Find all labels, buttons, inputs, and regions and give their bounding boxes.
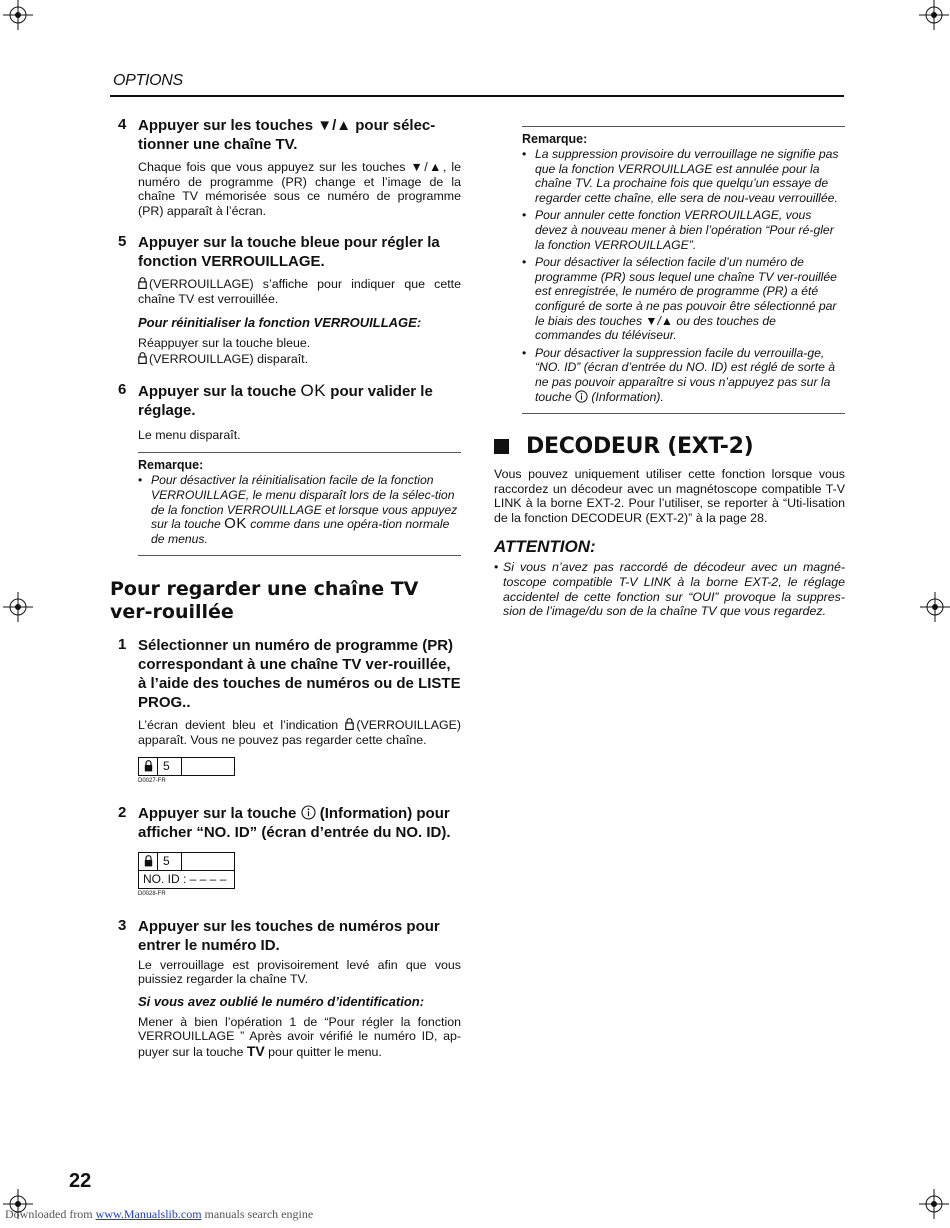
download-footer [5, 1207, 313, 1222]
note-item-text: La suppression provisoire du verrouillage ne signifie pas que la fonction VERROUILLAGE est annulée pour la chaîne TV. La prochaine fois que quelqu’un essaye de regarder cette chaîne, elle sera de nou-veau verrouillée. [535, 147, 839, 205]
step-title-text: pour valider le réglage. [138, 382, 433, 419]
step-4 [110, 116, 461, 218]
page-number: 22 [69, 1170, 92, 1192]
forgot-body-text: Mener à bien l’opération 1 de “Pour régler la fonction VERROUILLAGE ” Après avoir vérifié le numéro ID, ap-puyer sur la touche [138, 1014, 461, 1059]
step-number: 1 [118, 636, 127, 654]
forgot-title: Si vous avez oublié le numéro d’identification: [138, 993, 425, 1009]
manualslib-link[interactable]: www.Manualslib.com [95, 1207, 202, 1221]
osd-display [138, 757, 235, 776]
footer-suffix: manuals search engine [201, 1207, 314, 1221]
section-title: Pour regarder une chaîne TV ver-rouillée [110, 578, 419, 624]
step-number: 5 [118, 233, 127, 251]
step-body-text: (VERROUILLAGE) s’affiche pour indiquer que cette chaîne TV est verrouillée. [138, 277, 461, 306]
reset-line-text: (VERROUILLAGE) disparaît. [149, 352, 309, 367]
registration-mark-icon [920, 592, 950, 622]
attention-item-text: Si vous n’avez pas raccordé de décodeur avec un magné-toscope compatible T-V LINK à la borne EXT-2, le réglage accidentel de cette fonction sur “OUI” provoque la suppres-sion de l’image/du son de la chaîne TV que vous regardez. [503, 560, 845, 619]
step-title-text: Appuyer sur la touche [138, 804, 301, 822]
step-6 [110, 381, 461, 443]
note-item [522, 255, 845, 343]
registration-mark-icon [3, 592, 33, 622]
step-title-text: Appuyer sur la touche [138, 382, 301, 400]
osd-channel-number: 5 [158, 853, 182, 870]
step-title [138, 381, 461, 420]
osd-row [139, 853, 234, 871]
section-header: OPTIONS [113, 72, 183, 89]
step-5 [110, 233, 461, 366]
osd-id-row: NO. ID : – – – – [143, 872, 227, 886]
step-1 [110, 636, 461, 783]
bullet-icon: • [494, 560, 499, 575]
step-number: 2 [118, 803, 127, 821]
figure-code: D0027-FR [138, 777, 166, 784]
note-item-text: Pour désactiver la réinitialisation facile de la fonction VERROUILLAGE, le menu disparaît lors de la sélec-tion de la fonction VERROUILLAGE et lorsque vous appuyez sur la touche [151, 473, 458, 532]
bullet-icon: • [522, 345, 527, 360]
step-body [138, 277, 461, 306]
note-item-text: Pour désactiver la suppression facile du verrouilla-ge, “NO. ID” (écran d’entrée du NO. ID) est réglé de sorte à ne pas pouvoir apparaître si vous n’appuyez pas sur la touche [535, 345, 836, 404]
step-body: Chaque fois que vous appuyez sur les touches ▼/▲, le numéro de programme (PR) change et l’image de la chaîne TV mémorisée sous ce numéro de programme (PR) apparaît à l’écran. [138, 160, 461, 218]
step-title: Appuyer sur les touches de numéros pour entrer le numéro ID. [138, 917, 440, 954]
square-bullet-icon [494, 439, 509, 454]
osd-display [138, 852, 235, 889]
registration-mark-icon [3, 0, 33, 30]
note-title: Remarque: [522, 132, 588, 146]
reset-title: Pour réinitialiser la fonction VERROUILLAGE: [138, 314, 422, 330]
lock-icon [345, 718, 354, 730]
left-column [110, 116, 461, 1059]
step-number: 4 [118, 116, 127, 133]
lock-icon [138, 352, 147, 364]
bullet-icon: • [522, 147, 527, 161]
osd-row [139, 758, 234, 775]
step-2 [110, 804, 461, 897]
note-title: Remarque: [138, 458, 204, 473]
note-item [138, 473, 461, 546]
step-3 [110, 917, 461, 1060]
osd-channel-number: 5 [158, 758, 182, 775]
osd-lock-cell [139, 853, 158, 870]
step-number: 6 [118, 380, 127, 398]
note-item [522, 208, 845, 252]
bullet-icon: • [522, 255, 527, 270]
registration-mark-icon [919, 1189, 949, 1219]
attention-item [494, 560, 845, 618]
figure-code: D0028-FR [138, 890, 166, 897]
registration-mark-icon [919, 0, 949, 30]
note-item-text: Pour annuler cette fonction VERROUILLAGE, vous devez à nouveau mener à bien l’opération “Pour ré-gler la fonction VERROUILLAGE”. [535, 208, 834, 252]
bullet-icon: • [522, 208, 527, 223]
info-icon [575, 390, 588, 403]
step-body: Le menu disparaît. [138, 427, 241, 442]
step-title: Appuyer sur les touches ▼/▲ pour sélec-tionner une chaîne TV. [138, 117, 436, 153]
note-item [522, 147, 845, 205]
footer-prefix: Downloaded from [5, 1207, 96, 1221]
ok-icon: OK [300, 380, 327, 400]
step-body [138, 718, 461, 747]
step-title [138, 804, 461, 842]
osd-lock-cell [139, 758, 158, 775]
note-item [522, 346, 845, 404]
note-box [522, 126, 845, 414]
bullet-icon: • [138, 473, 143, 488]
note-item-text: (Information). [587, 389, 664, 404]
forgot-body [138, 1015, 461, 1060]
lock-icon [138, 277, 147, 289]
tv-icon: TV [246, 1042, 265, 1059]
step-body-text: L’écran devient bleu et l’indication [138, 718, 346, 733]
note-item-text: Pour désactiver la sélection facile d’un numéro de programme (PR) sous lequel une chaîne TV ver-rouillée est enregistrée, le numéro de programme (PR) a été configuré de sorte à ne pas pouvoir être sélectionné par le biais des touches ▼/▲ ou des touches de commandes du téléviseur. [535, 255, 837, 343]
note-box [138, 452, 461, 556]
lock-icon [144, 855, 153, 867]
step-title: Sélectionner un numéro de programme (PR) correspondant à une chaîne TV ver-rouillée, à l’aide des touches de numéros ou de LISTE PROG.. [138, 637, 461, 712]
step-body-text: (VERROUILLAGE) apparaît. Vous ne pouvez pas regarder cette chaîne. [138, 718, 461, 747]
right-column [494, 126, 845, 619]
step-title: Appuyer sur la touche bleue pour régler la fonction VERROUILLAGE. [138, 234, 440, 271]
reset-line [138, 352, 461, 367]
info-icon [301, 805, 316, 820]
step-title-text: (Information) pour afficher “NO. ID” (écran d’entrée du NO. ID). [138, 804, 451, 841]
lock-icon [144, 760, 153, 772]
attention-title: ATTENTION: [494, 537, 596, 557]
step-number: 3 [118, 916, 127, 934]
step-body: Le verrouillage est provisoirement levé afin que vous puissiez regarder la chaîne TV. [138, 957, 461, 987]
decoder-body: Vous pouvez uniquement utiliser cette fonction lorsque vous raccordez un décodeur avec un magnétoscope compatible T-V LINK à la borne EXT-2. Pour l’utiliser, se reporter à “Uti-lisation de la fonction DECODEUR (EXT-2)” à la page 28. [494, 467, 845, 525]
decoder-heading [494, 434, 845, 459]
reset-line: Réappuyer sur la touche bleue. [138, 335, 311, 350]
forgot-body-text: pour quitter le menu. [264, 1044, 382, 1059]
header-rule [110, 95, 844, 97]
ok-icon: OK [224, 515, 247, 533]
note-item-text: comme dans une opéra-tion normale de menus. [151, 517, 450, 546]
decoder-title: DECODEUR (EXT-2) [526, 434, 754, 460]
